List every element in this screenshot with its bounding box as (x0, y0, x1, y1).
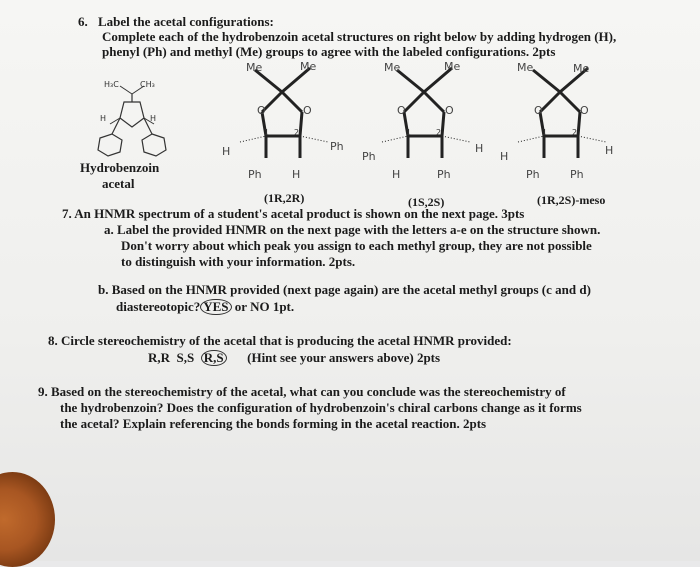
acetal-structure-2 (362, 60, 492, 170)
q7-line: 7. An HNMR spectrum of a student's acetal product is shown on the next page. 3pts (62, 206, 525, 221)
s3-c2: 2 (572, 128, 578, 137)
h-right-label: H (150, 114, 157, 123)
q7b-line2 (116, 299, 294, 315)
s2-o-right: O (445, 104, 454, 117)
s1-bottom-right: H (292, 168, 301, 181)
s2-me-right: Me (444, 60, 461, 73)
h3c-label: H₃C (104, 80, 119, 89)
q9-line3: the acetal? Explain referencing the bonds forming in the acetal reaction. 2pts (60, 416, 487, 431)
s1-me-right: Me (300, 60, 317, 73)
config-label-3: (1R,2S)-meso (537, 193, 606, 207)
q8-hint: (Hint see your answers above) 2pts (247, 350, 441, 365)
q7a-line1: a. Label the provided HNMR on the next page with the letters a-e on the structure shown. (104, 222, 601, 237)
s1-c1: 1 (264, 128, 270, 137)
s1-c2: 2 (294, 128, 300, 137)
acetal-label: acetal (102, 176, 135, 191)
q7b-no-option: or NO 1pt. (231, 299, 295, 314)
s3-bottom-left: Ph (526, 168, 540, 181)
s2-me-left: Me (384, 61, 401, 74)
s2-bottom-left: H (392, 168, 401, 181)
q7a-line3: to distinguish with your information. 2pts. (121, 254, 356, 269)
ch3-label: CH₃ (140, 80, 155, 89)
s3-me-left: Me (517, 61, 534, 74)
s3-me-right: Me (573, 62, 590, 75)
hydrobenzoin-label: Hydrobenzoin (80, 160, 160, 175)
acetal-structure-1 (220, 60, 350, 170)
s1-o-left: O (257, 104, 266, 117)
yes-answer-circled[interactable]: YES (200, 299, 231, 315)
q8-options (148, 350, 440, 366)
config-label-1: (1R,2R) (264, 191, 305, 205)
s3-left-sub: H (500, 150, 509, 163)
q6-instructions-line2: phenyl (Ph) and methyl (Me) groups to agree with the labeled configurations. 2pts (102, 44, 556, 59)
s1-me-left: Me (246, 61, 263, 74)
q8-option-rr[interactable]: R,R (148, 350, 171, 365)
s1-left-sub: H (222, 145, 231, 158)
q9-line1: 9. Based on the stereochemistry of the acetal, what can you conclude was the stereochemistry of (38, 384, 566, 399)
q7b-question: diastereotopic? (116, 299, 201, 314)
s2-c1: 1 (406, 128, 412, 137)
s3-o-left: O (534, 104, 543, 117)
q7b-line1: b. Based on the HNMR provided (next page again) are the acetal methyl groups (c and d) (98, 282, 591, 297)
q6-title: Label the acetal configurations: (98, 14, 274, 29)
s3-c1: 1 (542, 128, 548, 137)
s3-bottom-right: Ph (570, 168, 584, 181)
q8-option-rs-circled[interactable]: R,S (201, 350, 227, 366)
s3-o-right: O (580, 104, 589, 117)
s3-right-sub: H (605, 144, 614, 157)
q9-line2: the hydrobenzoin? Does the configuration of hydrobenzoin's chiral carbons change as it forms (60, 400, 582, 415)
s1-bottom-left: Ph (248, 168, 262, 181)
h-left-label: H (100, 114, 107, 123)
q8-line: 8. Circle stereochemistry of the acetal that is producing the acetal HNMR provided: (48, 333, 512, 348)
s2-right-sub: H (475, 142, 484, 155)
q8-option-ss[interactable]: S,S (176, 350, 195, 365)
s2-o-left: O (397, 104, 406, 117)
s2-bottom-right: Ph (437, 168, 451, 181)
s1-o-right: O (303, 104, 312, 117)
s2-c2: 2 (436, 128, 442, 137)
s2-left-sub: Ph (362, 150, 376, 163)
s1-right-sub: Ph (330, 140, 344, 153)
hydrobenzoin-acetal-structure (82, 72, 182, 167)
q7a-line2: Don't worry about which peak you assign to each methyl group, they are not possible (121, 238, 592, 253)
config-label-2: (1S,2S) (408, 195, 445, 209)
q6-instructions-line1: Complete each of the hydrobenzoin acetal structures on right below by adding hydrogen (H), (102, 29, 617, 44)
q6-number: 6. (78, 14, 88, 29)
